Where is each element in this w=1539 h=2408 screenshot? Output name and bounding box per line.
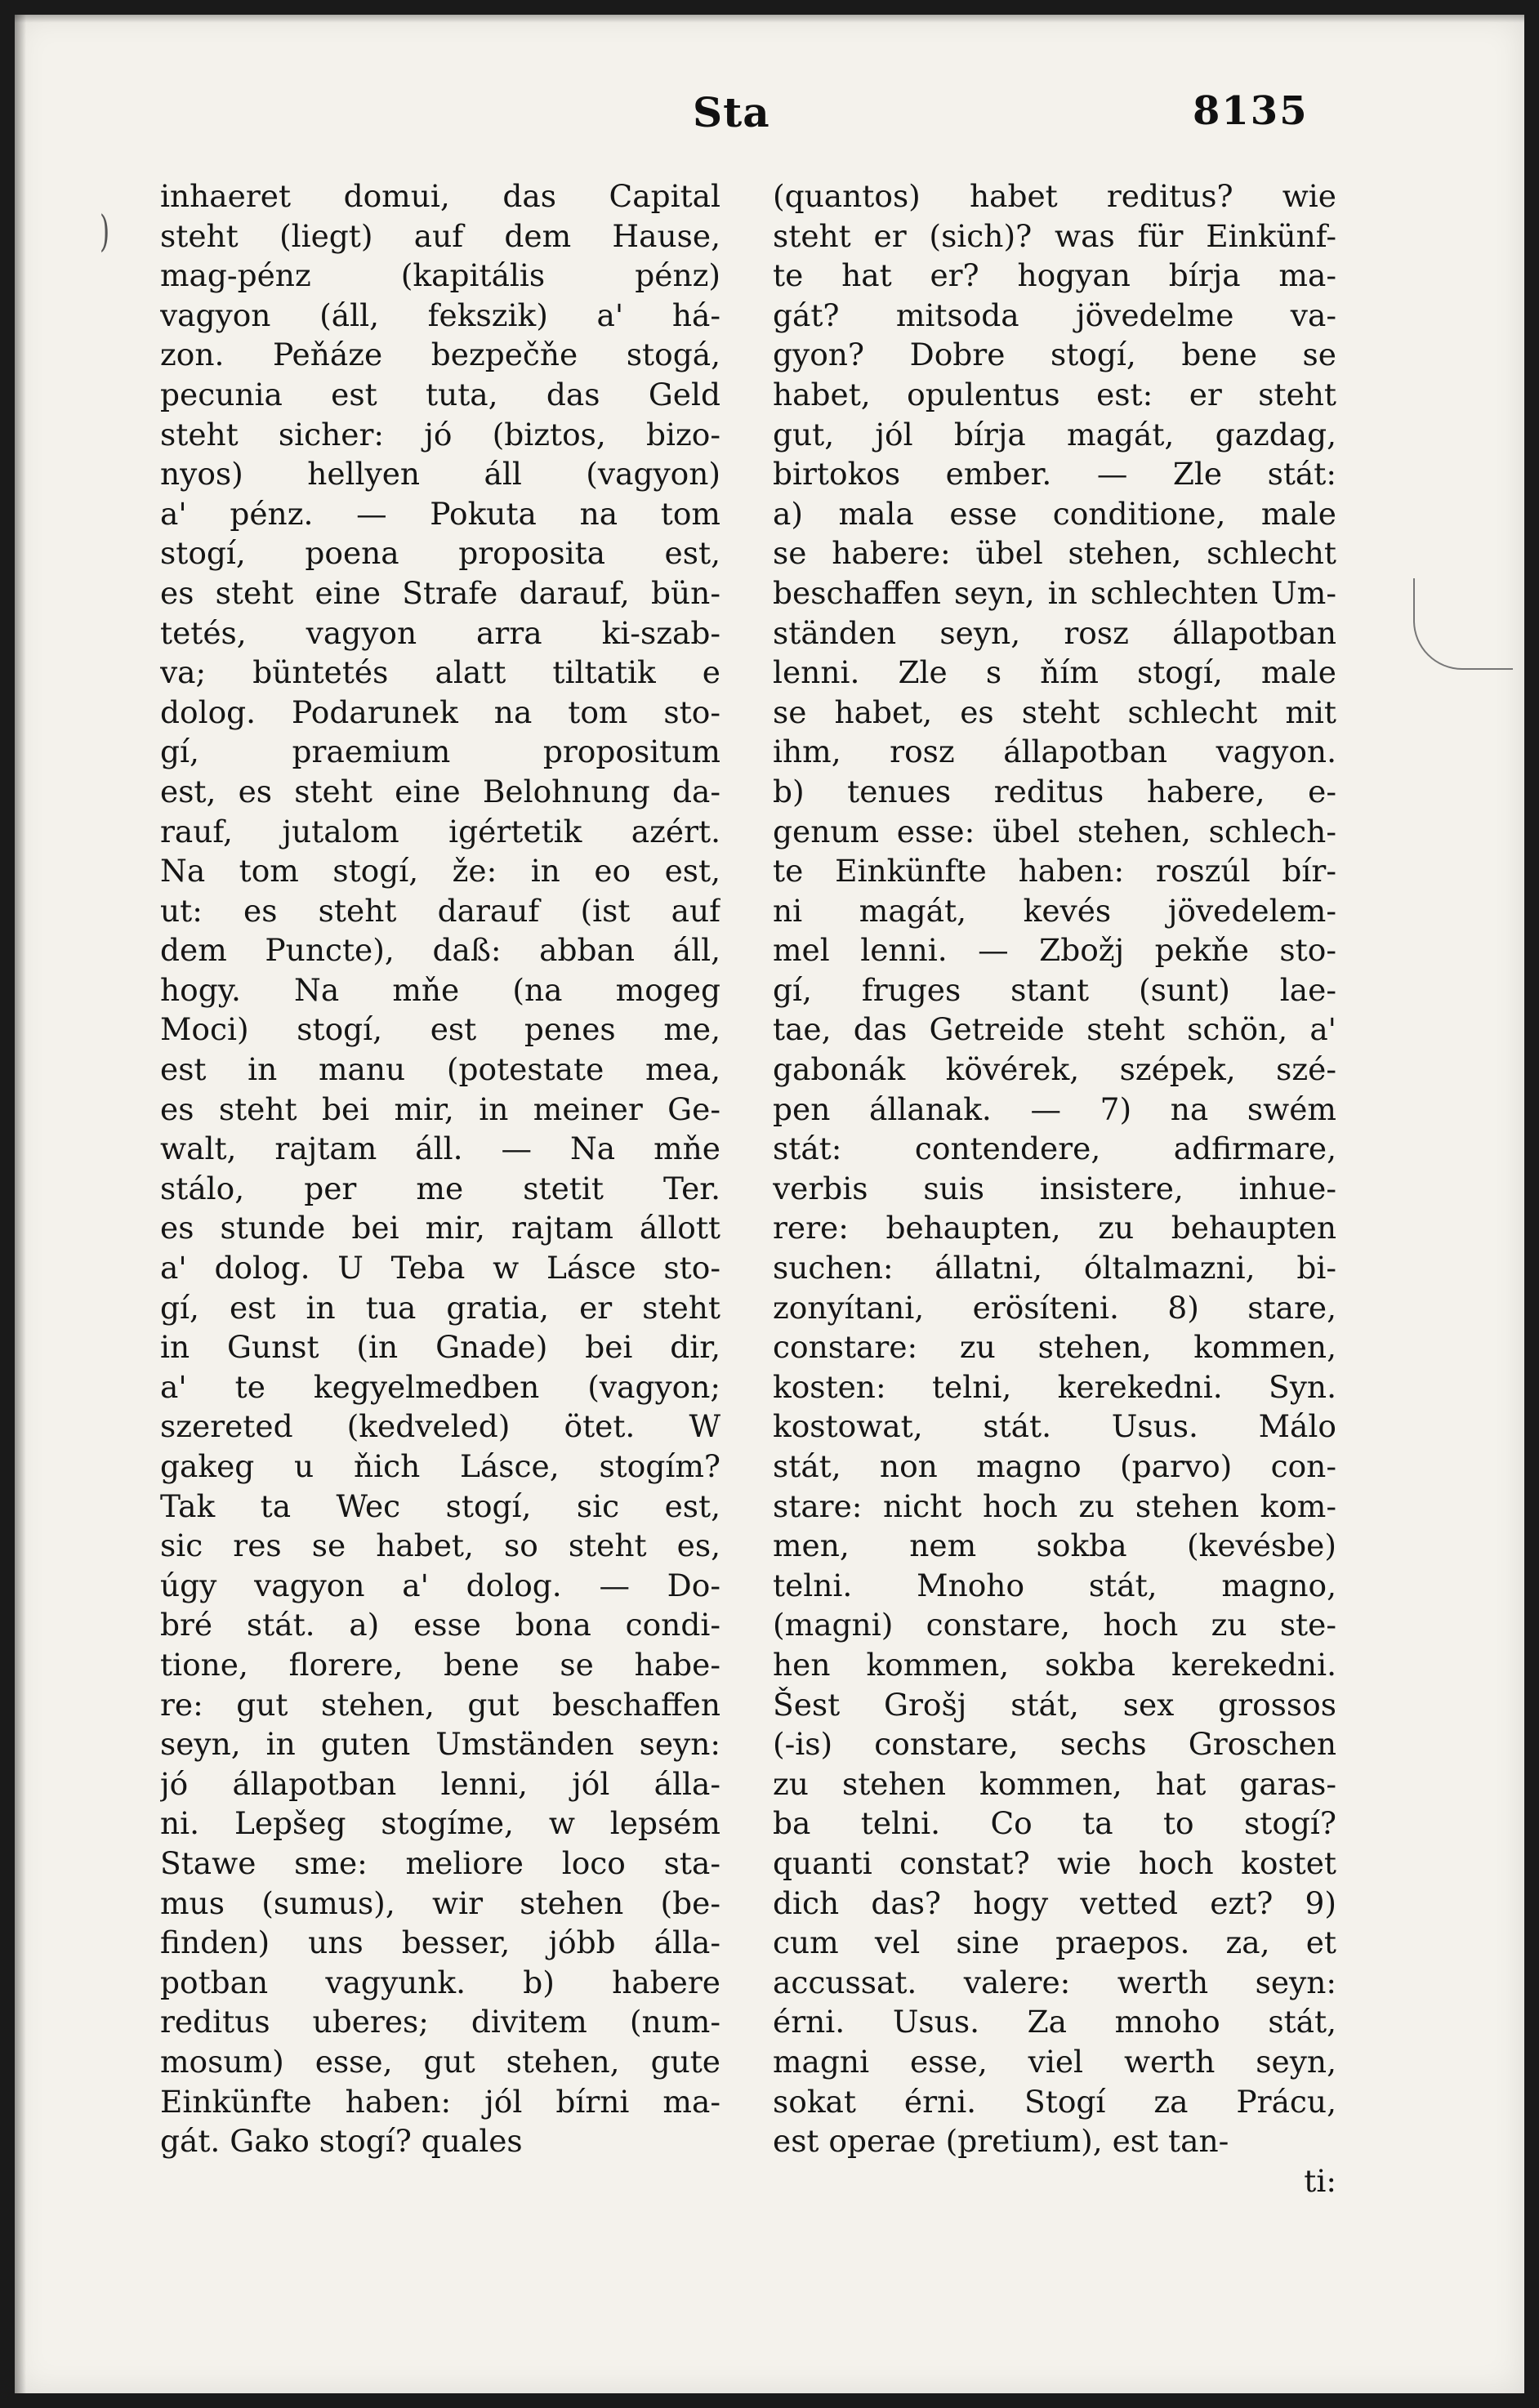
text-line: sokat érni. Stogí za Prácu, [773,2083,1336,2120]
text-line: bré stát. a) esse bona condi- [160,1607,720,1643]
text-line: est in manu (potestate mea, [160,1051,720,1088]
running-head [15,83,1524,140]
text-line: dem Puncte), daß: abban áll, [160,932,720,969]
text-line: re: gut stehen, gut beschaffen [160,1686,720,1723]
running-head-title: Sta [693,88,770,136]
text-line: ni magát, kevés jövedelem- [773,892,1336,929]
text-line: gut, jól bírja magát, gazdag, [773,416,1336,453]
text-line: stát, non magno (parvo) con- [773,1448,1336,1484]
text-line: kostowat, stát. Usus. Málo [773,1408,1336,1445]
text-line: steht sicher: jó (biztos, bizo- [160,416,720,453]
text-line: es steht bei mir, in meiner Ge- [160,1090,720,1127]
text-line: ut: es steht darauf (ist auf [160,892,720,929]
text-line: finden) uns besser, jóbb álla- [160,1924,720,1961]
text-line: érni. Usus. Za mnoho stát, [773,2004,1336,2040]
text-line: suchen: állatni, óltalmazni, bi- [773,1250,1336,1286]
text-line: ständen seyn, rosz állapotban [773,614,1336,651]
text-line: szereted (kedveled) ötet. W [160,1408,720,1445]
right-column [773,176,1336,2201]
text-line: telni. Mnoho stát, magno, [773,1567,1336,1603]
text-line: vagyon (áll, fekszik) a' há- [160,297,720,333]
text-line: rauf, jutalom igértetik azért. [160,813,720,849]
text-line: steht (liegt) auf dem Hause, [160,217,720,254]
text-line: magni esse, viel werth seyn, [773,2043,1336,2080]
text-line: a) mala esse conditione, male [773,495,1336,532]
text-line: stogí, poena proposita est, [160,535,720,572]
text-line: Šest Grošj stát, sex grossos [773,1686,1336,1723]
left-column [160,176,720,2161]
text-line: gakeg u ňich Lásce, stogím? [160,1448,720,1484]
text-line: tae, das Getreide steht schön, a' [773,1011,1336,1048]
text-line: men, nem sokba (kevésbe) [773,1527,1336,1564]
text-line: se habere: übel stehen, schlecht [773,535,1336,572]
text-line: habet, opulentus est: er steht [773,376,1336,412]
text-line: lenni. Zle s ňím stogí, male [773,654,1336,691]
text-line: rere: behaupten, zu behaupten [773,1210,1336,1246]
text-line: (magni) constare, hoch zu ste- [773,1607,1336,1643]
text-line: gát? mitsoda jövedelme va- [773,297,1336,333]
text-line: b) tenues reditus habere, e- [773,773,1336,809]
text-line: gí, fruges stant (sunt) lae- [773,971,1336,1008]
text-line: constare: zu stehen, kommen, [773,1329,1336,1366]
text-line: potban vagyunk. b) habere [160,1964,720,2000]
text-line: es stunde bei mir, rajtam állott [160,1210,720,1246]
page-top-shadow [15,15,1524,23]
text-line: te hat er? hogyan bírja ma- [773,257,1336,294]
text-line: dich das? hogy vetted ezt? 9) [773,1884,1336,1921]
text-line: inhaeret domui, das Capital [160,178,720,214]
text-line: ba telni. Co ta to stogí? [773,1805,1336,1842]
text-line: zu stehen kommen, hat garas- [773,1765,1336,1802]
text-line: Tak ta Wec stogí, sic est, [160,1487,720,1524]
text-line: va; büntetés alatt tiltatik e [160,654,720,691]
text-line: Stawe sme: meliore loco sta- [160,1844,720,1881]
text-line: jó állapotban lenni, jól álla- [160,1765,720,1802]
text-line: stát: contendere, adfirmare, [773,1130,1336,1167]
text-line: a' dolog. U Teba w Lásce sto- [160,1250,720,1286]
text-line: birtokos ember. — Zle stát: [773,456,1336,493]
text-line: Na tom stogí, že: in eo est, [160,853,720,890]
text-line: seyn, in guten Umständen seyn: [160,1726,720,1763]
text-line: zon. Peňáze bezpečňe stogá, [160,337,720,373]
text-line: gí, est in tua gratia, er steht [160,1289,720,1326]
page-number: 8135 [1193,88,1309,134]
text-line: Moci) stogí, est penes me, [160,1011,720,1048]
text-line: pecunia est tuta, das Geld [160,376,720,412]
text-line: kosten: telni, kerekedni. Syn. [773,1368,1336,1405]
text-line: reditus uberes; divitem (num- [160,2004,720,2040]
margin-bracket-mark: ) [100,207,110,256]
text-line: Einkünfte haben: jól bírni ma- [160,2083,720,2120]
text-line: hogy. Na mňe (na mogeg [160,971,720,1008]
text-line: sic res se habet, so steht es, [160,1527,720,1564]
book-page [15,15,1524,2393]
text-line: mel lenni. — Zbožj pekňe sto- [773,932,1336,969]
text-line: ni. Lepšeg stogíme, w lepsém [160,1805,720,1842]
text-line: genum esse: übel stehen, schlech- [773,813,1336,849]
text-line: a' pénz. — Pokuta na tom [160,495,720,532]
text-line: zonyítani, erösíteni. 8) stare, [773,1289,1336,1326]
text-line: tione, florere, bene se habe- [160,1646,720,1683]
text-line: hen kommen, sokba kerekedni. [773,1646,1336,1683]
text-line: mag-pénz (kapitális pénz) [160,257,720,294]
text-line: gát. Gako stogí? quales [160,2123,523,2160]
text-line: gabonák kövérek, szépek, szé- [773,1051,1336,1088]
text-line: accussat. valere: werth seyn: [773,1964,1336,2000]
catchword: ti: [1304,2162,1336,2199]
text-line: stare: nicht hoch zu stehen kom- [773,1487,1336,1524]
text-line: se habet, es steht schlecht mit [773,693,1336,730]
text-line: a' te kegyelmedben (vagyon; [160,1368,720,1405]
text-line: quanti constat? wie hoch kostet [773,1844,1336,1881]
text-line: verbis suis insistere, inhue- [773,1170,1336,1206]
text-line: cum vel sine praepos. za, et [773,1924,1336,1961]
text-line: (-is) constare, sechs Groschen [773,1726,1336,1763]
text-line: stálo, per me stetit Ter. [160,1170,720,1206]
text-line: mosum) esse, gut stehen, gute [160,2043,720,2080]
text-line: beschaffen seyn, in schlechten Um- [773,574,1336,611]
text-line: est operae (pretium), est tan- [773,2123,1229,2160]
text-line: in Gunst (in Gnade) bei dir, [160,1329,720,1366]
text-line: gí, praemium propositum [160,734,720,770]
text-line: tetés, vagyon arra ki-szab- [160,614,720,651]
text-line: steht er (sich)? was für Einkünf- [773,217,1336,254]
text-line: est, es steht eine Belohnung da- [160,773,720,809]
page-edge-shadow [15,15,26,2393]
text-line: pen állanak. — 7) na swém [773,1090,1336,1127]
text-line: te Einkünfte haben: roszúl bír- [773,853,1336,890]
text-line: (quantos) habet reditus? wie [773,178,1336,214]
text-line: walt, rajtam áll. — Na mňe [160,1130,720,1167]
margin-curve-mark [1413,578,1513,670]
text-line: gyon? Dobre stogí, bene se [773,337,1336,373]
text-line: úgy vagyon a' dolog. — Do- [160,1567,720,1603]
text-line: ihm, rosz állapotban vagyon. [773,734,1336,770]
text-line: mus (sumus), wir stehen (be- [160,1884,720,1921]
text-line: nyos) hellyen áll (vagyon) [160,456,720,493]
text-line: dolog. Podarunek na tom sto- [160,693,720,730]
text-line: es steht eine Strafe darauf, bün- [160,574,720,611]
